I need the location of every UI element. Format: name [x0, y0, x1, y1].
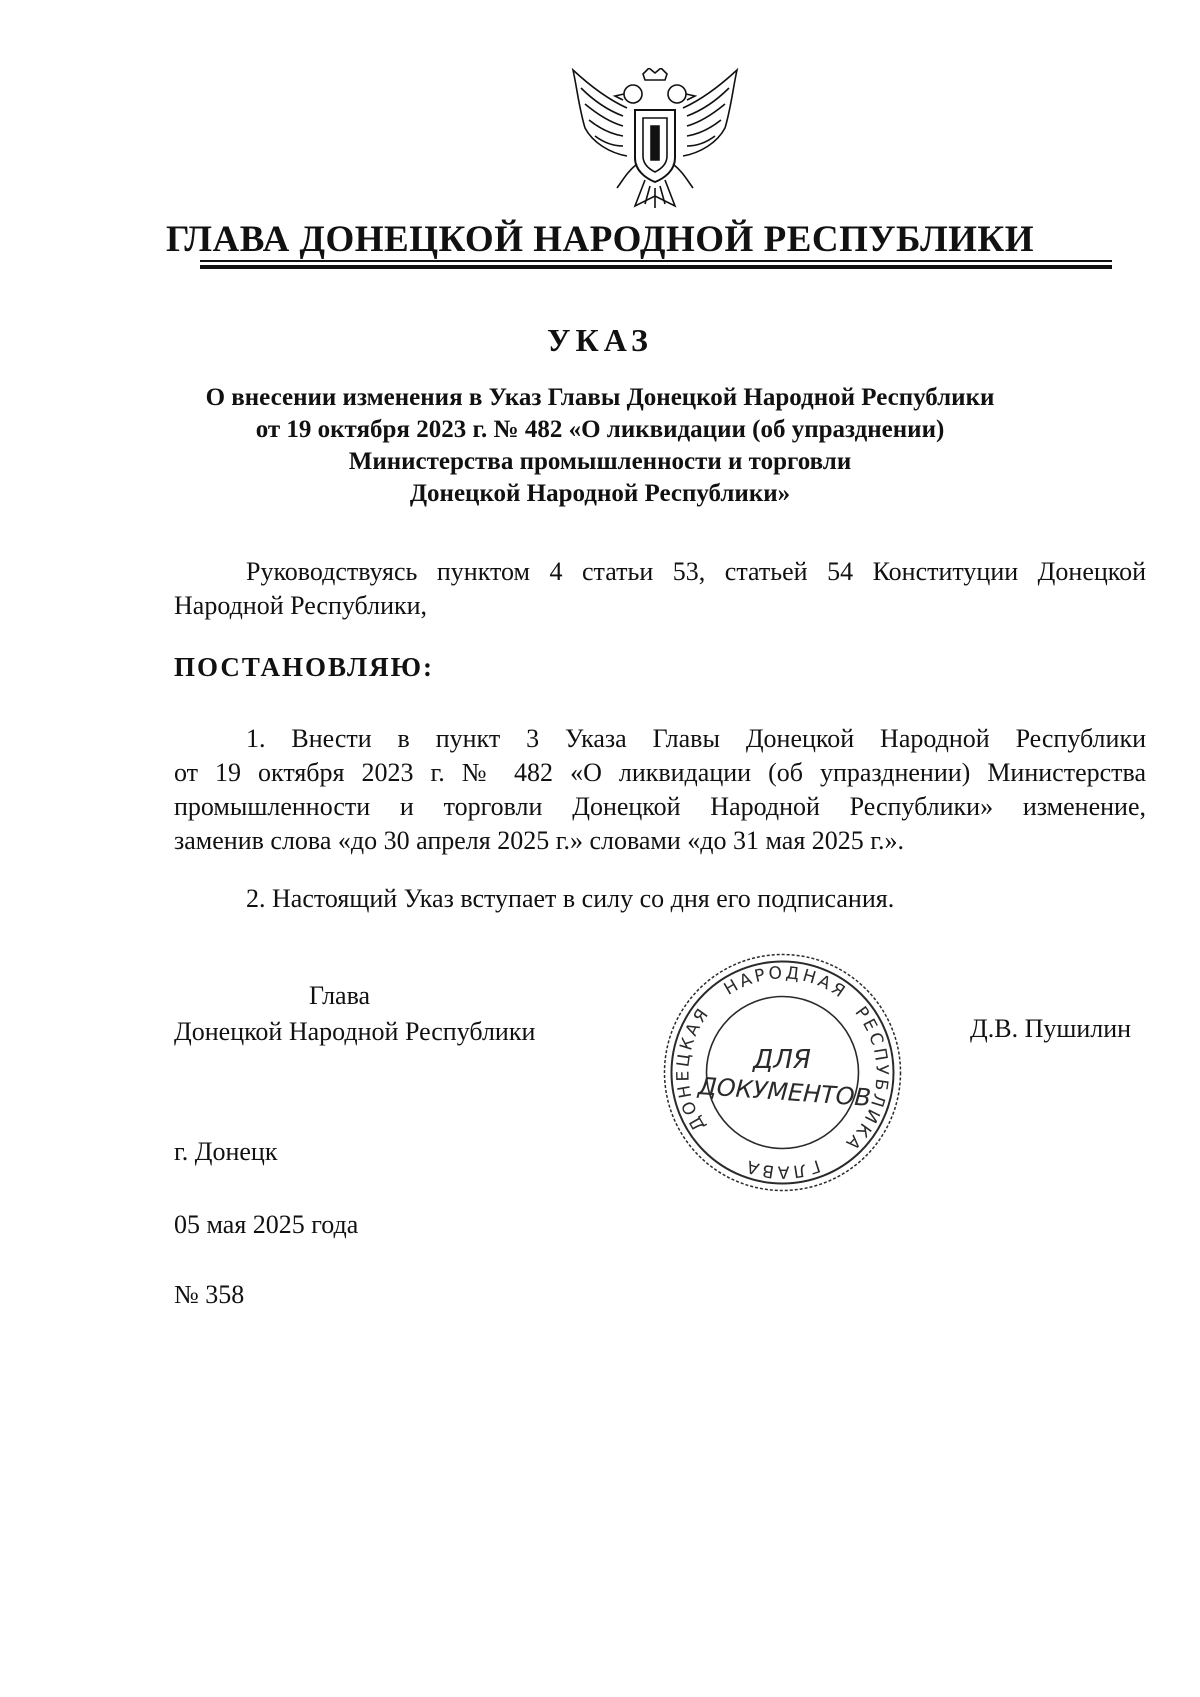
- item-1-line: промышленности и торговли Донецкой Народной Республики» изменение,: [174, 792, 1146, 821]
- item-1-line: от 19 октября 2023 г. № 482 «О ликвидации (об упразднении) Министерства: [174, 758, 1146, 787]
- document-place: г. Донецк: [174, 1137, 278, 1166]
- signatory-name: Д.В. Пушилин: [970, 1014, 1132, 1043]
- stamp-ring-top: НАРОДНАЯ: [720, 963, 851, 1004]
- item-1-line: 1. Внести в пункт 3 Указа Главы Донецкой Народной Республики: [246, 724, 1146, 753]
- signatory-position: [174, 978, 535, 1050]
- stamp-ring-bottom: ГЛАВА: [741, 1154, 823, 1182]
- document-subject: [150, 382, 1050, 510]
- stamp-center-line1: ДЛЯ: [753, 1045, 811, 1075]
- item-1-paragraph: [174, 722, 1146, 858]
- subject-line: О внесении изменения в Указ Главы Донецкой Народной Республики: [205, 384, 995, 411]
- position-line: Донецкой Народной Республики: [174, 1017, 536, 1046]
- document-date: 05 мая 2025 года: [174, 1210, 359, 1239]
- stamp-ring-right: РЕСПУБЛИКА: [839, 1003, 892, 1156]
- document-type: УКАЗ: [547, 322, 653, 358]
- coat-of-arms-emblem: [565, 68, 745, 213]
- subject-line: от 19 октября 2023 г. № 482 «О ликвидации (об упразднении): [255, 416, 945, 443]
- official-stamp: [660, 950, 905, 1195]
- position-line: Глава: [309, 981, 371, 1010]
- document-number: № 358: [174, 1280, 245, 1309]
- header-rule-thin: [200, 260, 1112, 262]
- stamp-center-line2: ДОКУМЕНТОВ: [697, 1072, 872, 1113]
- preamble-paragraph: [174, 555, 1146, 623]
- header-rule-thick: [200, 265, 1112, 269]
- item-1-line: заменив слова «до 30 апреля 2025 г.» словами «до 31 мая 2025 г.».: [174, 826, 905, 855]
- preamble-line: Народной Республики,: [174, 591, 428, 620]
- item-2-paragraph: [174, 882, 1146, 916]
- decree-word: ПОСТАНОВЛЯЮ:: [174, 652, 434, 682]
- item-2-line: 2. Настоящий Указ вступает в силу со дня его подписания.: [246, 884, 895, 913]
- stamp-ring-left: ДОНЕЦКАЯ: [673, 1003, 715, 1135]
- issuer-title: ГЛАВА ДОНЕЦКОЙ НАРОДНОЙ РЕСПУБЛИКИ: [165, 219, 1035, 260]
- preamble-line: Руководствуясь пунктом 4 статьи 53, статьей 54 Конституции Донецкой: [246, 557, 1146, 586]
- subject-line: Донецкой Народной Республики»: [409, 480, 791, 507]
- subject-line: Министерства промышленности и торговли: [348, 448, 852, 475]
